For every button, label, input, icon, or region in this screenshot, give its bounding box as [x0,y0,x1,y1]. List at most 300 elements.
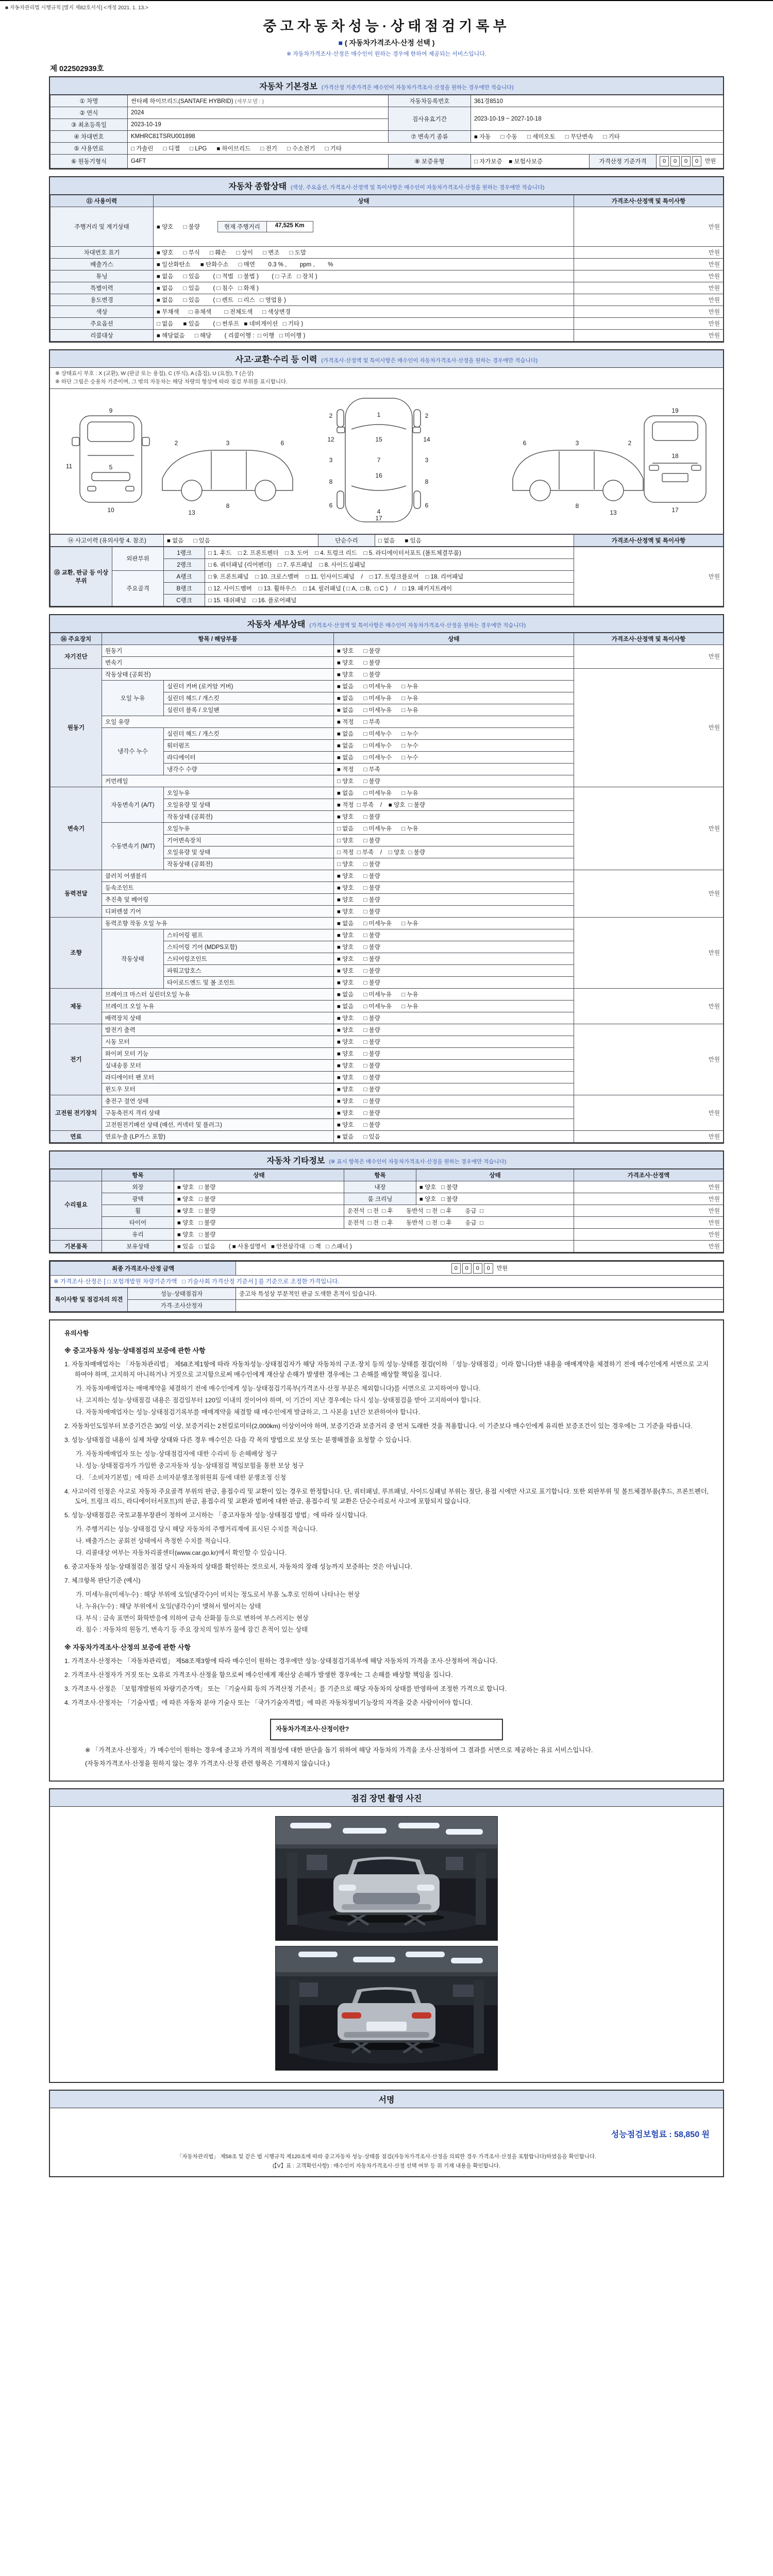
item-label: 워터펌프 [164,739,334,751]
item-label: 타이로드엔드 및 볼 조인트 [164,976,334,988]
notice-paragraph: 4. 가격조사·산정자는 「기술사법」에 따른 자동차 분야 기술사 또는 「국가기술자격법」에 따른 자동차정비기능장의 자격을 갖춘 사람이어야 합니다. [64,1699,473,1707]
mileage-checkbox-group[interactable]: ■ 양호 □ 불량 [157,224,200,230]
price-cell: 만원 [574,1228,724,1240]
status-checkbox-group[interactable]: ■ 없음 □ 미세누유 □ 누유 [334,680,574,692]
device-group: 제동 [51,988,102,1024]
repair-needed-group [51,1228,102,1240]
section-detailed-condition [49,614,724,1144]
notice-paragraph: 1. 가격조사·산정자는 「자동차관리법」 제58조제3항에 따라 매수인이 원하는 경우에만 성능·상태점검기록부에 해당 자동차의 가격을 조사·산정하여 적습니다. [64,1657,498,1665]
simple-repair-label: 단순수리 [318,534,375,546]
table-row [51,1216,724,1228]
item-label: 변속기 [102,656,334,668]
table-row [51,917,724,929]
subgroup-label: 자동변속기 (A/T) [102,787,164,822]
device-group: 변속기 [51,787,102,870]
basic-items-group: 기본품목 [51,1240,102,1252]
price-cell: 만원 [574,259,724,270]
item-header: 항목 [102,1169,174,1181]
year-value: 2024 [128,107,389,119]
price-cell: 만원 [574,668,724,787]
panel-number: 19 [671,406,679,414]
price-cell: 만원 [574,988,724,1024]
panel-number: 6 [280,439,284,447]
misc-info-table [50,1169,724,1252]
item-label: 라디에이터 [164,751,334,763]
status-checkbox-group[interactable]: ■ 양호 □ 불량 [334,1095,574,1107]
fuel-checkbox-group[interactable]: □ 가솔린 □ 디젤 □ LPG ■ 하이브리드 □ 전기 □ 수소전기 □ 기타 [128,143,724,155]
valid-label: 검사유효기간 [389,107,471,131]
status-checkbox-group[interactable]: □ 없음 □ 미세누유 □ 누유 [334,822,574,834]
notice-paragraph: ※ 중고자동차 성능·상태점검의 보증에 관한 사항 [64,1347,206,1355]
notice-paragraph: 3. 성능·상태점검 내용이 실제 차량 상태와 다른 경우 매수인은 다음 각 목의 방법으로 보상 또는 분쟁해결을 요청할 수 있습니다. [64,1436,412,1444]
notice-paragraph: 다. 부식 : 금속 표면이 화학반응에 의하여 금속 산화물 등으로 변하여 부스러지는 현상 [76,1614,309,1622]
status-checkbox-group[interactable]: ■ 없음 □ 미세누유 □ 누유 [334,787,574,799]
table-row [51,247,724,259]
wheel-position-checkbox-group[interactable]: 운전석 □ 전 □ 후 동반석 □ 전 □ 후 응급 □ [344,1205,574,1216]
panel-number: 7 [377,456,381,464]
device-group: 조향 [51,917,102,988]
status-checkbox-group[interactable]: ■ 적정 □ 부족 [334,763,574,775]
table-row [51,668,724,680]
panel-number: 16 [375,471,382,479]
table-row [51,870,724,882]
use-history-item-label: 리콜대상 [51,330,154,342]
table-row [51,1228,724,1240]
price-appraisal-info-subtext: (자동차가격조사·산정을 원하지 않는 경우 가격조사·산정 관련 항목은 기재하지 않습니다.) [85,1759,330,1767]
table-row [51,1193,724,1205]
status-checkbox-group[interactable]: ■ 없음 □ 미세누수 □ 누수 [334,751,574,763]
accident-history-label: ⑭ 사고이력 (유의사항 4. 참조) [51,534,164,546]
status-checkbox-group[interactable]: ■ 양호 □ 불량 [334,929,574,941]
vin-label: ④ 차대번호 [51,131,128,143]
status-checkbox-group[interactable]: ■ 없음 □ 있음 ( □ 적법 □ 불법 ) ( □ 구조 □ 장치 ) [154,270,574,282]
notice-paragraph: 다. 「소비자기본법」에 따른 소비자분쟁조정위원회 등에 대한 분쟁조정 신청 [76,1473,287,1481]
status-checkbox-group[interactable]: ■ 무채색 □ 유채색 □ 전체도색 □ 색상변경 [154,306,574,318]
price-option-note: ※ 자동차가격조사·산정은 매수인이 원하는 경우에 한하여 제공되는 서비스입니다. [287,51,486,57]
status-checkbox-group[interactable]: ■ 양호 □ 불량 [334,1118,574,1130]
first-reg-label: ③ 최초등록일 [51,119,128,131]
panel-number: 6 [329,501,333,509]
price-cell: 만원 [574,645,724,668]
form-reference: ■ 자동차관리법 시행규칙 [별지 제82호서식] <개정 2021. 1. 13.> [5,5,148,11]
price-cell: 만원 [574,270,724,282]
price-header: 가격조사·산정액 및 특이사항 [574,633,724,645]
section-note-basic: (가격산정 기준가격은 매수인이 자동차가격조사·산정을 원하는 경우에만 적습니다) [321,84,514,91]
item-header: 항목 / 해당부품 [102,633,334,645]
status-checkbox-group[interactable]: ■ 양호 □ 불량 [334,882,574,893]
section-title-accident: 사고·교환·수리 등 이력 [235,355,317,364]
status-checkbox-group[interactable]: ■ 적정 □ 부족 [334,716,574,727]
panel-number: 3 [425,456,429,464]
status-checkbox-group[interactable]: ■ 양호 □ 불량 [334,668,574,680]
use-history-item-label: 용도변경 [51,294,154,306]
table-row [51,318,724,330]
status-checkbox-group[interactable]: ■ 양호 □ 불량 [174,1205,344,1216]
item-label: 오일유량 및 상태 [164,846,334,858]
rankB-checkbox-group[interactable]: □ 12. 사이드멤버 □ 13. 휠하우스 □ 14. 필러패널 ( □ A, □ B, □ C ) / □ 19. 패키지트레이 [205,582,574,594]
rank2-checkbox-group[interactable]: □ 6. 쿼터패널 (리어펜더) □ 7. 루프패널 □ 8. 사이드실패널 [205,558,574,570]
group-header [51,1169,102,1181]
panel-number: 15 [375,435,382,443]
item-label: 실내송풍 모터 [102,1059,334,1071]
device-header: ⑯ 주요장치 [51,633,102,645]
notice-paragraph: 가. 주행거리는 성능·상태점검 당시 해당 자동차의 주행거리계에 표시된 수치를 적습니다. [76,1526,318,1533]
notice-paragraph: ※ 자동차가격조사·산정의 보증에 관한 사항 [64,1643,191,1652]
mileage-status-cell[interactable] [154,207,574,247]
status-checkbox-group[interactable]: ■ 양호 □ 불량 [334,1107,574,1118]
valid-value: 2023-10-19 ~ 2027-10-18 [471,107,724,131]
item-label: 커먼레일 [102,775,334,787]
inspection-photo-rear [275,1946,498,2071]
table-row [51,633,724,645]
notice-paragraph: 나. 고지하는 성능·상태점검 내용은 점검일부터 120일 이내의 것이어야 하며, 이 기간이 지난 경우에는 다시 성능·상태점검을 받아 고지하여야 합니다. [76,1397,481,1404]
status-checkbox-group[interactable]: ■ 양호 □ 불량 [334,976,574,988]
status-checkbox-group[interactable]: ■ 없음 □ 있음 ( □ 침수 □ 화재 ) [154,282,574,294]
status-checkbox-group[interactable]: □ 양호 □ 불량 [334,775,574,787]
notice-paragraph: 5. 성능·상태점검은 국토교통부장관이 정하여 고시하는 「중고자동차 성능·상태점검 방법」에 따라 실시합니다. [64,1512,367,1519]
use-history-item-label: 특별이력 [51,282,154,294]
car-views-svg [54,391,719,529]
item-label: 휠 [102,1205,174,1216]
table-row [51,1169,724,1181]
opinion-group-label: 특이사항 및 점검자의 의견 [51,1287,128,1311]
panel-number: 13 [188,509,195,516]
transmission-label: ⑦ 변속기 종류 [389,131,471,143]
notice-paragraph: 라. 침수 : 자동차의 원동기, 변속기 등 주요 장치의 일부가 물에 잠긴 흔적이 있는 상태 [76,1626,308,1634]
item-header: 항목 [344,1169,416,1181]
item-label: 광택 [102,1193,174,1205]
item-label: 타이어 [102,1216,174,1228]
price-cell: 만원 [574,1024,724,1095]
panel-number: 8 [425,478,429,485]
price-cell: 만원 [574,1240,724,1252]
engine-type-value: G4FT [128,155,389,168]
basic-items-checkbox-group[interactable]: ■ 있음 □ 없음 ( ■ 사용설명서 ■ 안전삼각대 □ 잭 □ 스패너 ) [174,1240,574,1252]
panel-number: 4 [377,507,381,515]
status-checkbox-group[interactable]: ■ 양호 □ 불량 [174,1181,344,1193]
item-label: 작동상태 (공회전) [102,668,334,680]
inspector-opinion-text: 중고차 특성상 부분적인 판금 도색한 흔적이 있습니다. [236,1287,724,1299]
status-header: 상태 [174,1169,344,1181]
table-row [51,107,724,119]
status-checkbox-group[interactable]: ■ 없음 □ 미세누수 □ 누수 [334,727,574,739]
status-checkbox-group[interactable]: ■ 없음 □ 미세누수 □ 누수 [334,739,574,751]
table-row [51,306,724,318]
warranty-checkbox-group[interactable]: □ 자가보증 ■ 보험사보증 [471,155,590,168]
item-label: 내장 [344,1181,416,1193]
item-label: 원동기 [102,645,334,656]
status-checkbox-group[interactable]: □ 적정 □ 부족 / □ 양호 □ 불량 [334,846,574,858]
panel-number: 3 [226,439,230,447]
status-checkbox-group[interactable]: ■ 없음 □ 미세누유 □ 누유 [334,692,574,704]
item-label: 실린더 헤드 / 개스킷 [164,727,334,739]
item-label: 실린더 헤드 / 개스킷 [164,692,334,704]
inspector-opinion-table [50,1287,724,1312]
panel-number: 10 [107,506,114,514]
status-checkbox-group[interactable]: ■ 양호 □ 불량 [334,964,574,976]
current-mileage-label: 현재 주행거리 [218,222,267,232]
status-header: 상태 [334,633,574,645]
notice-paragraph: 2. 가격조사·산정자가 거짓 또는 오류로 가격조사·산정을 함으로써 매수인에게 재산상 손해가 발생한 경우에는 그 손해를 배상할 책임을 집니다. [64,1671,453,1679]
price-header: 가격조사·산정액 [574,1169,724,1181]
price-cell: 만원 [574,547,724,606]
exchange-label: ⑮ 교환, 판금 등 이상 부위 [51,547,112,606]
section-title-photos: 점검 장면 촬영 사진 [351,1794,422,1803]
price-cell: 만원 [574,207,724,247]
price-cell: 만원 [574,1193,724,1205]
status-checkbox-group[interactable]: ■ 양호 □ 불량 [174,1193,344,1205]
status-checkbox-group[interactable]: ■ 양호 □ 불량 [334,893,574,905]
item-label: 오일누유 [164,787,334,799]
table-row [51,195,724,207]
use-history-item-label: 배출가스 [51,259,154,270]
price-header: 가격조사·산정액 및 특이사항 [574,195,724,207]
table-row [51,988,724,1000]
rankA-checkbox-group[interactable]: □ 9. 프론트패널 □ 10. 크로스멤버 □ 11. 인사이드패널 / □ 17. 트렁크플로어 □ 18. 리어패널 [205,570,574,582]
panel-number: 12 [327,435,334,443]
status-checkbox-group[interactable]: ■ 양호 □ 불량 [334,1047,574,1059]
car-name-label: ① 차명 [51,95,128,107]
item-label: 추진축 및 베어링 [102,893,334,905]
table-row [51,1095,724,1107]
rank1-checkbox-group[interactable]: □ 1. 후드 □ 2. 프론트펜더 □ 3. 도어 □ 4. 트렁크 리드 □ 5. 라디에이터서포트 (볼트체결부품) [205,547,574,558]
device-group: 연료 [51,1130,102,1142]
legend-line-2: ※ 하단 그림은 승용차 기준이며, 그 밖의 자동차는 해당 차량의 형상에 따라 점검 부위를 표시합니다. [55,378,288,385]
appraiser-opinion-text [236,1299,724,1311]
status-checkbox-group[interactable]: ■ 양호 □ 불량 [334,645,574,656]
panel-number: 11 [65,462,73,470]
item-label: 브레이크 마스터 실린더오일 누유 [102,988,334,1000]
item-label: 스티어링 기어 (MDPS포함) [164,941,334,953]
status-checkbox-group[interactable]: ■ 없음 □ 미세누유 □ 누유 [334,917,574,929]
accident-history-checkbox-group[interactable]: ■ 없음 □ 있음 [164,534,318,546]
legend-line-1: ※ 상태표시 부호 : X (교환), W (판금 또는 용접), C (부식), A (흠집), U (요철), T (손상) [55,370,254,377]
status-checkbox-group[interactable]: ■ 없음 □ 미세누유 □ 누유 [334,704,574,716]
base-price-label: 가격산정 기준가격 [590,155,657,168]
section-inspection-photos [49,1788,724,2083]
panel-number: 17 [375,514,382,522]
use-history-item-label: 튜닝 [51,270,154,282]
table-row [51,645,724,656]
status-checkbox-group[interactable]: ■ 양호 □ 불량 [334,656,574,668]
car-submodel: (세부모델 : ) [234,98,264,105]
status-checkbox-group[interactable]: ■ 없음 □ 있음 [334,1130,574,1142]
use-history-item-label: 색상 [51,306,154,318]
status-checkbox-group[interactable]: ■ 양호 □ 불량 [174,1228,574,1240]
status-checkbox-group[interactable]: ■ 적정 □ 부족 / ■ 양호 □ 불량 [334,799,574,810]
signature-statement-2: (【V】표 : 고객확인사항) : 매수인이 자동차가격조사·산정 선택 여부 등 위 기재 내용을 확인합니다. [272,2162,501,2169]
status-checkbox-group[interactable]: ■ 양호 □ 부식 □ 훼손 □ 상이 □ 변조 □ 도말 [154,247,574,259]
status-checkbox-group[interactable]: ■ 양호 □ 불량 [334,1036,574,1047]
outer-panel-label: 외판부위 [112,547,164,570]
item-label: 기어변속장치 [164,834,334,846]
rankC-checkbox-group[interactable]: □ 15. 대쉬패널 □ 16. 플로어패널 [205,594,574,606]
section-accident-history [49,349,724,607]
status-checkbox-group[interactable]: ■ 양호 □ 불량 [334,1059,574,1071]
status-checkbox-group[interactable]: ■ 양호 □ 불량 [174,1216,344,1228]
notice-paragraph: 나. 성능·상태점검자가 가입한 중고자동차 성능·상태점검 책임보험을 통한 보상 청구 [76,1462,304,1469]
base-price-value: 0 0 0 0 만원 [657,155,724,168]
notice-paragraph: 4. 사고이력 인정은 사고로 자동차 주요골격 부위의 판금, 용접수리 및 교환이 있는 경우로 한정합니다. 단, 쿼터패널, 루프패널, 사이드실패널 부위는 절단, 용접 시에만 사고로 표기합니다. 또한 외판부위 및 볼트체결부품(후드, 프론트펜더, 도어, 트렁크 리드, 라디에이터서포트)의 판금, 용접수리 및 교환과 범퍼에 대한 판금, 용접수리 및 교환은 단순수리로서 사고에 포함되지 않습니다. [64,1487,709,1505]
status-checkbox-group[interactable]: ■ 양호 □ 불량 [334,1012,574,1024]
panel-number: 1 [377,411,381,418]
tire-position-checkbox-group[interactable]: 운전석 □ 전 □ 후 동반석 □ 전 □ 후 응급 □ [344,1216,574,1228]
status-checkbox-group[interactable]: ■ 없음 □ 미세누유 □ 누유 [334,988,574,1000]
section-note-detail: (가격조사·산정액 및 특이사항은 매수인이 자동차가격조사·산정을 원하는 경우에만 적습니다) [309,622,526,629]
subgroup-label: 작동상태 [102,929,164,988]
notice-paragraph: 가. 자동차매매업자 또는 성능·상태점검자에 대한 수리비 등 손해배상 청구 [76,1450,278,1458]
item-label: 고전원전기배선 상태 (배선, 커넥터 및 플러그) [102,1118,334,1130]
panel-number: 8 [226,502,230,510]
price-cell: 만원 [574,306,724,318]
section-title-basic: 자동차 기본정보 [259,82,317,91]
overall-rows [51,247,724,342]
accident-history-table [50,534,724,547]
item-label: 발전기 출력 [102,1024,334,1036]
simple-repair-checkbox-group[interactable]: □ 없음 ■ 있음 [375,534,574,546]
status-checkbox-group[interactable]: □ 양호 □ 불량 [334,858,574,870]
detailed-condition-table [50,633,724,1143]
fuel-label: ⑤ 사용연료 [51,143,128,155]
item-label: 외장 [102,1181,174,1193]
notice-paragraph: 7. 체크항목 판단기준 (예시) [64,1577,141,1584]
status-checkbox-group[interactable]: □ 없음 ■ 있음 ( □ 썬루프 ■ 네비게이션 □ 기타 ) [154,318,574,330]
notice-paragraph: 나. 배출가스는 공회전 상태에서 측정한 수치를 적습니다. [76,1537,231,1545]
repair-needed-group: 수리필요 [51,1181,102,1228]
panel-number: 17 [671,506,679,514]
appraiser-label: 가격·조사산정자 [128,1299,236,1311]
section-title-detail: 자동차 세부상태 [247,620,306,629]
table-row [51,1287,724,1299]
diagram-legend [50,368,723,389]
status-checkbox-group[interactable]: ■ 양호 □ 불량 [334,1071,574,1083]
status-checkbox-group[interactable]: ■ 양호 □ 불량 [334,953,574,964]
status-checkbox-group[interactable]: ■ 양호 □ 불량 [334,1083,574,1095]
section-title-misc: 자동차 기타정보 [266,1156,325,1165]
table-row [51,207,724,247]
panel-number: 6 [425,501,429,509]
final-price-label: 최종 가격조사·산정 금액 [51,1261,236,1275]
section-title-signature: 서명 [378,2095,395,2105]
regno-value: 361경8510 [471,95,724,107]
price-appraisal-info-text: ※ 「가격조사·산정자」가 매수인이 원하는 경우에 중고차 가격의 적절성에 대한 판단을 돕기 위하여 해당 자동차의 가격을 조사·산정하여 그 결과를 서면으로 제공하는 유료 서비스입니다. [85,1746,593,1754]
status-checkbox-group[interactable]: ■ 양호 □ 불량 [334,810,574,822]
status-checkbox-group[interactable]: ■ 양호 □ 불량 [334,870,574,882]
inspection-photo-front [275,1816,498,1941]
item-label: 룸 크리닝 [344,1193,416,1205]
table-row [51,294,724,306]
table-row [51,131,724,143]
table-row [51,330,724,342]
table-row [51,1024,724,1036]
device-group: 자기진단 [51,645,102,668]
table-row [51,547,724,558]
vin-value: KMHRC81TSRU001898 [128,131,389,143]
signature-statement-1: 「자동차관리법」 제58조 및 같은 법 시행규칙 제120조에 따라 중고자동차 성능·상태를 점검(자동차가격조사·산정을 의뢰한 경우 가격조사·산정을 포함합니다)하였음을 확인합니다. [176,2154,597,2160]
panel-number: 8 [329,478,333,485]
price-option-checkbox[interactable]: ■ [338,39,343,47]
rankB-label: B랭크 [164,582,205,594]
section-signature [49,2090,724,2177]
overall-condition-table [50,195,724,342]
price-appraisal-info-box: 자동차가격조사·산정이란? [270,1719,503,1740]
item-label: 작동상태 (공회전) [164,858,334,870]
device-group: 원동기 [51,668,102,787]
section-misc-info [49,1150,724,1253]
item-label: 파워고압호스 [164,964,334,976]
status-checkbox-group[interactable]: ■ 해당없음 □ 해당 ( 리콜이행 : □ 이행 □ 미이행 ) [154,330,574,342]
panel-number: 2 [628,439,632,447]
item-label: 스티어링조인트 [164,953,334,964]
price-cell: 만원 [574,1205,724,1216]
final-price-note: ※ 가격조사·산정은 [ □ 보험개발원 차량기준가액 □ 기술사회 가격산정 기준서 ] 를 기준으로 조정한 가격입니다. [51,1275,724,1287]
notice-paragraph: 1. 자동차매매업자는 「자동차관리법」 제58조제1항에 따라 자동차성능·상태점검자가 해당 자동차의 구조·장치 등의 성능·상태를 점검(이하 「성능·상태점검」이라 합니다)한 내용을 매매계약을 체결하기 전에 매수인에게 서면으로 고지하여야 하며, 고지하지 아니하거나 거짓으로 고지함으로써 매수인에게 재산상 손해가 발생한 경우에는 그 손해를 배상할 책임을 집니다. [64,1361,709,1379]
panel-number: 3 [575,439,579,447]
item-label: 등속조인트 [102,882,334,893]
status-checkbox-group[interactable]: ■ 일산화탄소 ■ 탄화수소 □ 매연 0.3 % , ppm , % [154,259,574,270]
status-checkbox-group[interactable]: ■ 양호 □ 불량 [416,1181,574,1193]
status-checkbox-group[interactable]: ■ 양호 □ 불량 [416,1193,574,1205]
item-label: 디퍼렌셜 기어 [102,905,334,917]
table-row [51,1275,724,1287]
rankA-label: A랭크 [164,570,205,582]
inspector-label: 성능·상태점검자 [128,1287,236,1299]
vehicle-panel-diagram [50,389,723,534]
regno-label: 자동차등록번호 [389,95,471,107]
use-history-item-label: 차대번호 표기 [51,247,154,259]
status-checkbox-group[interactable]: □ 양호 □ 불량 [334,834,574,846]
status-checkbox-group[interactable]: ■ 양호 □ 불량 [334,905,574,917]
price-cell: 만원 [574,1181,724,1193]
notice-title: 유의사항 [64,1329,89,1337]
panel-number: 6 [523,439,527,447]
item-label: 오일 유량 [102,716,334,727]
table-row [51,1261,724,1275]
status-checkbox-group[interactable]: ■ 없음 □ 있음 ( □ 렌트 □ 리스 □ 영업용 ) [154,294,574,306]
price-cell: 만원 [574,294,724,306]
item-label: 보유상태 [102,1240,174,1252]
price-header: 가격조사·산정액 및 특이사항 [574,534,724,546]
notice-paragraph: 다. 자동차매매업자는 성능·상태점검기록부를 매매계약을 체결할 때 매수인에게 발급하고, 그 사본을 1년간 보관하여야 합니다. [76,1409,421,1416]
basic-info-table [50,95,724,168]
item-label: 시동 모터 [102,1036,334,1047]
panel-number: 9 [109,406,113,414]
mileage-label: 주행거리 및 계기상태 [51,207,154,247]
notice-paragraph: 2. 자동차인도일부터 보증기간은 30일 이상, 보증거리는 2천킬로미터(2,000km) 이상이어야 하며, 보증기간과 보증거리 중 먼저 도래한 것을 적용합니다. 이 기준보다 매수인에게 유리한 보증조건이 있는 경우에는 그 기준을 따릅니다. [64,1422,693,1430]
signature-area[interactable] [50,2108,723,2176]
item-label: 냉각수 수량 [164,763,334,775]
notice-paragraph: 가. 미세누유(미세누수) : 해당 부위에 오일(냉각수)이 비치는 정도로서 부품 노후로 인하여 나타나는 현상 [76,1590,360,1598]
status-checkbox-group[interactable]: ■ 없음 □ 미세누유 □ 누유 [334,1000,574,1012]
price-cell: 만원 [574,318,724,330]
panel-number: 8 [575,502,579,510]
table-row [51,259,724,270]
use-history-item-label: 주요옵션 [51,318,154,330]
notice-paragraph: 다. 리콜대상 여부는 자동차리콜센터(www.car.go.kr)에서 확인할 수 있습니다. [76,1549,287,1557]
transmission-checkbox-group[interactable]: ■ 자동 □ 수동 □ 세미오토 □ 무단변속 □ 기타 [471,131,724,143]
use-history-header: ⑪ 사용이력 [51,195,154,207]
status-checkbox-group[interactable]: ■ 양호 □ 불량 [334,1024,574,1036]
price-option-label: ( 자동차가격조사·산정 선택 ) [344,39,435,47]
final-price-table [50,1261,724,1287]
notice-paragraph: 3. 가격조사·산정은 「보험개발원의 차량기준가액」 또는 「기술사회 등의 가격산정 기준서」를 기준으로 해당 자동차의 상태를 반영하여 조정한 가격으로 합니다. [64,1685,507,1693]
table-row [51,1299,724,1311]
item-label: 윈도우 모터 [102,1083,334,1095]
price-cell: 만원 [574,917,724,988]
item-label: 연료누출 (LP가스 포함) [102,1130,334,1142]
status-checkbox-group[interactable]: ■ 양호 □ 불량 [334,941,574,953]
table-row [51,1240,724,1252]
